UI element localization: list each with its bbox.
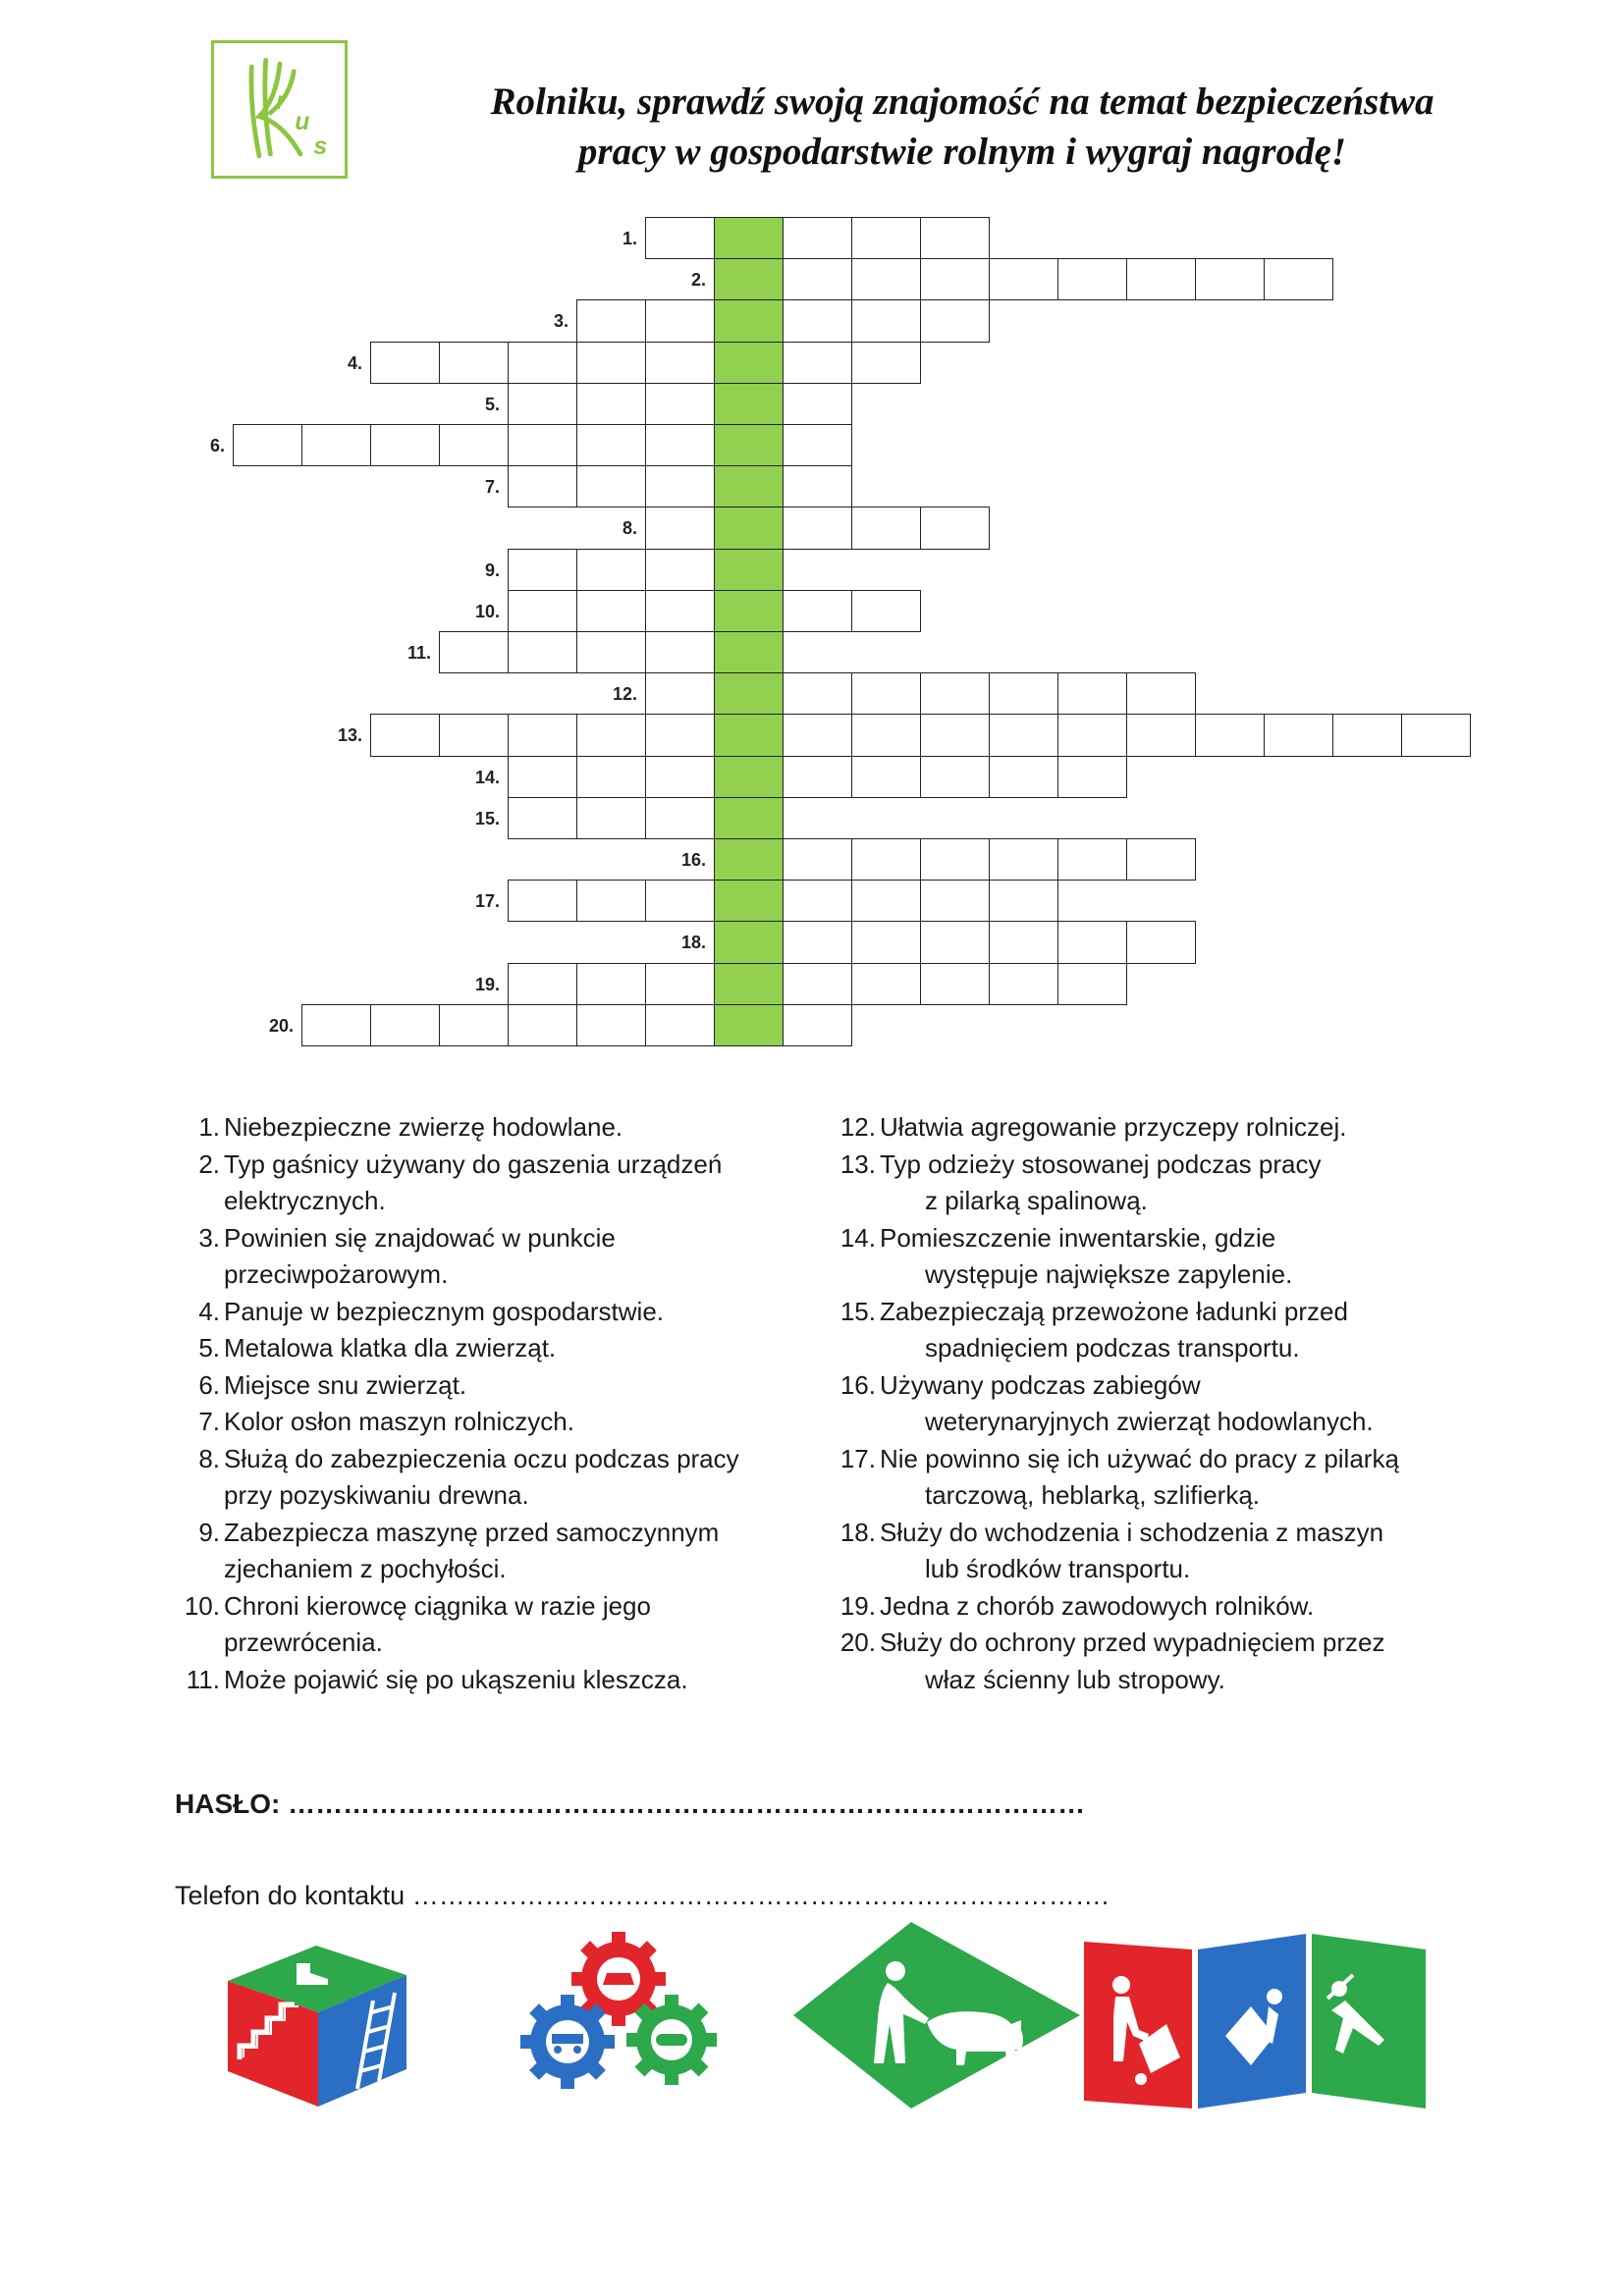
crossword-cell[interactable] — [645, 672, 715, 715]
phone-line — [175, 1881, 1109, 1911]
row-number: 9. — [484, 560, 500, 580]
clue-text: występuje największe zapylenie. — [925, 1259, 1293, 1289]
svg-text:r: r — [276, 87, 286, 116]
clue-text: Kolor osłon maszyn rolniczych. — [224, 1407, 574, 1436]
clue-item — [833, 1367, 1500, 1441]
crossword-cell[interactable] — [783, 880, 852, 922]
clue-number: 1. — [198, 1112, 220, 1142]
crossword-cell[interactable] — [508, 383, 577, 425]
row-number: 5. — [484, 394, 500, 414]
crossword-cell[interactable] — [576, 299, 646, 342]
clue-text: przy pozyskiwaniu drewna. — [224, 1480, 529, 1510]
clue-item — [833, 1294, 1500, 1367]
crossword-cell[interactable] — [645, 549, 715, 591]
clue-text: Zabezpieczają przewożone ładunki przed — [880, 1296, 1348, 1326]
crossword-cell[interactable] — [508, 714, 577, 756]
crossword-cell[interactable] — [576, 590, 646, 632]
crossword-cell[interactable] — [576, 631, 646, 673]
svg-text:u: u — [295, 108, 310, 136]
crossword-cell[interactable] — [508, 549, 577, 591]
crossword-cell[interactable] — [1126, 838, 1196, 881]
crossword-cell[interactable] — [1057, 258, 1127, 300]
clue-text: Używany podczas zabiegów — [880, 1369, 1201, 1400]
crossword-cell[interactable] — [989, 963, 1058, 1005]
clue-item — [833, 1220, 1500, 1294]
clue-text: elektrycznych. — [224, 1186, 386, 1215]
crossword-cell[interactable] — [989, 672, 1058, 715]
crossword-cell[interactable] — [576, 549, 646, 591]
crossword-cell[interactable] — [851, 258, 921, 300]
crossword-cell[interactable] — [645, 963, 715, 1005]
clue-text: Niebezpieczne zwierzę hodowlane. — [224, 1112, 623, 1142]
clue-text: Chroni kierowcę ciągnika w razie jego — [224, 1590, 651, 1621]
crossword-key-cell[interactable] — [714, 217, 784, 259]
phone-label: Telefon do kontaktu — [175, 1881, 406, 1910]
accident-types-icon — [1082, 1928, 1428, 2112]
clue-text: przewrócenia. — [224, 1628, 383, 1657]
password-line — [175, 1789, 1085, 1820]
crossword-key-cell[interactable] — [714, 590, 784, 632]
clue-text: właz ścienny lub stropowy. — [925, 1664, 1225, 1694]
row-number: 6. — [209, 436, 225, 455]
crossword-cell[interactable] — [1057, 921, 1127, 963]
row-number: 18. — [680, 933, 706, 953]
row-number: 15. — [474, 808, 500, 828]
crossword-cell[interactable] — [508, 797, 577, 839]
row-number: 12. — [612, 684, 637, 705]
crossword-cell[interactable] — [1401, 714, 1471, 756]
crossword-cell[interactable] — [645, 383, 715, 425]
clue-number: 8. — [198, 1443, 220, 1473]
crossword-key-cell[interactable] — [714, 921, 784, 963]
crossword-cell[interactable] — [576, 714, 646, 756]
clue-item — [833, 1588, 1500, 1626]
crossword-cell[interactable] — [989, 258, 1058, 300]
svg-text:s: s — [313, 132, 328, 160]
clue-item — [177, 1662, 805, 1699]
crossword-cell[interactable] — [576, 424, 646, 466]
row-number: 8. — [622, 518, 637, 539]
crossword-cell[interactable] — [645, 342, 715, 384]
row-number: 10. — [474, 601, 500, 621]
crossword-cell[interactable] — [1126, 672, 1196, 715]
row-number: 1. — [622, 229, 637, 248]
crossword-key-cell[interactable] — [714, 880, 784, 922]
row-number: 3. — [553, 311, 568, 332]
row-number: 4. — [347, 352, 362, 373]
crossword-cell[interactable] — [783, 921, 852, 963]
crossword-cell[interactable] — [783, 672, 852, 715]
crossword-cell[interactable] — [783, 258, 852, 300]
crossword-cell[interactable] — [1057, 714, 1127, 756]
clue-text: lub środków transportu. — [925, 1554, 1191, 1583]
crossword-cell[interactable] — [439, 1004, 509, 1046]
crossword-cell[interactable] — [851, 507, 921, 549]
crossword-cell[interactable] — [851, 880, 921, 922]
clue-item — [177, 1588, 805, 1662]
crossword-cell[interactable] — [370, 714, 440, 756]
crossword-cell[interactable] — [783, 299, 852, 342]
row-number: 17. — [474, 891, 500, 912]
password-label: HASŁO: — [175, 1789, 281, 1819]
crossword-cell[interactable] — [783, 714, 852, 756]
row-number: 19. — [474, 974, 500, 994]
clue-item — [833, 1109, 1500, 1147]
row-number: 20. — [268, 1015, 294, 1036]
crossword-cell[interactable] — [508, 1004, 577, 1046]
crossword-cell[interactable] — [1126, 258, 1196, 300]
clue-text: zjechaniem z pochyłości. — [224, 1554, 507, 1583]
crossword-cell[interactable] — [508, 424, 577, 466]
clue-number: 5. — [198, 1333, 220, 1362]
crossword-cell[interactable] — [645, 1004, 715, 1046]
crossword-cell[interactable] — [920, 258, 990, 300]
crossword-cell[interactable] — [783, 1004, 852, 1046]
clue-item — [833, 1515, 1500, 1588]
clue-number: 9. — [198, 1517, 220, 1547]
row-number: 13. — [337, 725, 362, 746]
clue-text: spadnięciem podczas transportu. — [925, 1333, 1300, 1362]
crossword-cell[interactable] — [508, 631, 577, 673]
crossword-cell[interactable] — [645, 465, 715, 507]
clue-item — [177, 1404, 805, 1441]
clue-number: 18. — [839, 1517, 876, 1547]
clue-text: Może pojawić się po ukąszeniu kleszcza. — [224, 1664, 688, 1694]
crossword-cell[interactable] — [851, 217, 921, 259]
clue-text: Typ odzieży stosowanej podczas pracy — [880, 1148, 1322, 1179]
crossword-cell[interactable] — [508, 342, 577, 384]
crossword-cell[interactable] — [851, 672, 921, 715]
clue-number: 10. — [184, 1590, 220, 1621]
crossword-cell[interactable] — [989, 714, 1058, 756]
row-number: 16. — [680, 850, 706, 870]
crossword-cell[interactable] — [370, 424, 440, 466]
clue-item — [833, 1147, 1500, 1220]
clue-item — [177, 1330, 805, 1367]
crossword-cell[interactable] — [783, 424, 852, 466]
crossword-cell[interactable] — [576, 383, 646, 425]
clue-text: Służy do wchodzenia i schodzenia z maszyn — [880, 1517, 1384, 1547]
clues-right-column — [833, 1109, 1500, 1698]
crossword-cell[interactable] — [1057, 963, 1127, 1005]
crossword-key-cell[interactable] — [714, 424, 784, 466]
crossword-cell[interactable] — [439, 424, 509, 466]
crossword-cell[interactable] — [1057, 672, 1127, 715]
row-number: 14. — [474, 767, 500, 787]
crossword-cell[interactable] — [576, 342, 646, 384]
crossword-key-cell[interactable] — [714, 383, 784, 425]
password-answer-field[interactable]: …………………………………………………………………………… — [288, 1789, 1086, 1819]
crossword-cell[interactable] — [576, 797, 646, 839]
clue-number: 7. — [198, 1407, 220, 1436]
clue-number: 11. — [186, 1664, 220, 1694]
clue-item — [177, 1147, 805, 1220]
clue-text: Panuje w bezpiecznym gospodarstwie. — [224, 1296, 665, 1326]
clue-number: 13. — [839, 1148, 876, 1179]
crossword-cell[interactable] — [783, 465, 852, 507]
crossword-cell[interactable] — [439, 631, 509, 673]
crossword-cell[interactable] — [1195, 258, 1265, 300]
crossword-cell[interactable] — [783, 507, 852, 549]
crossword-key-cell[interactable] — [714, 1004, 784, 1046]
crossword-cell[interactable] — [233, 424, 302, 466]
title-line-1: Rolniku, sprawdź swoją znajomość na temat bezpieczeństwa — [490, 80, 1435, 123]
clue-item — [833, 1625, 1500, 1698]
crossword-key-cell[interactable] — [714, 756, 784, 798]
clue-text: Służą do zabezpieczenia oczu podczas pracy — [224, 1443, 739, 1473]
crossword-grid — [0, 0, 1624, 1080]
crossword-key-cell[interactable] — [714, 672, 784, 715]
crossword-cell[interactable] — [851, 921, 921, 963]
crossword-cell[interactable] — [783, 756, 852, 798]
crossword-cell[interactable] — [508, 963, 577, 1005]
crossword-cell[interactable] — [989, 880, 1058, 922]
crossword-cell[interactable] — [783, 590, 852, 632]
clue-number: 14. — [839, 1222, 876, 1253]
clue-number: 15. — [839, 1296, 876, 1326]
crossword-cell[interactable] — [783, 342, 852, 384]
crossword-cell[interactable] — [645, 424, 715, 466]
row-number: 7. — [484, 477, 500, 498]
crossword-cell[interactable] — [851, 299, 921, 342]
clue-text: Miejsce snu zwierząt. — [224, 1369, 467, 1400]
clue-item — [177, 1220, 805, 1294]
crossword-cell[interactable] — [920, 838, 990, 881]
crossword-cell[interactable] — [920, 507, 990, 549]
clue-text: przeciwpożarowym. — [224, 1259, 449, 1289]
crossword-cell[interactable] — [576, 963, 646, 1005]
crossword-cell[interactable] — [920, 756, 990, 798]
clue-number: 19. — [839, 1590, 876, 1621]
crossword-cell[interactable] — [1264, 714, 1333, 756]
crossword-cell[interactable] — [645, 714, 715, 756]
crossword-cell[interactable] — [576, 1004, 646, 1046]
clue-text: Typ gaśnicy używany do gaszenia urządzeń — [224, 1148, 723, 1179]
crossword-cell[interactable] — [851, 590, 921, 632]
crossword-cell[interactable] — [508, 590, 577, 632]
crossword-cell[interactable] — [989, 838, 1058, 881]
clue-number: 3. — [198, 1222, 220, 1253]
crossword-cell[interactable] — [576, 880, 646, 922]
crossword-cell[interactable] — [645, 797, 715, 839]
crossword-cell[interactable] — [1264, 258, 1333, 300]
clue-text: Nie powinno się ich używać do pracy z pilarką — [880, 1443, 1399, 1473]
title-line-2: pracy w gospodarstwie rolnym i wygraj nagrodę! — [577, 131, 1347, 173]
crossword-cell[interactable] — [645, 507, 715, 549]
crossword-cell[interactable] — [508, 880, 577, 922]
clue-number: 17. — [839, 1443, 876, 1473]
crossword-key-cell[interactable] — [714, 549, 784, 591]
crossword-cell[interactable] — [851, 963, 921, 1005]
phone-answer-field[interactable]: ……………………………………………………………………. — [411, 1881, 1110, 1910]
crossword-cell[interactable] — [301, 424, 371, 466]
crossword-cell[interactable] — [851, 714, 921, 756]
crossword-cell[interactable] — [1057, 838, 1127, 881]
clue-text: Metalowa klatka dla zwierząt. — [224, 1333, 557, 1362]
crossword-cell[interactable] — [439, 342, 509, 384]
crossword-cell[interactable] — [370, 342, 440, 384]
crossword-cell[interactable] — [920, 921, 990, 963]
farmer-animal-icon — [793, 1920, 1080, 2110]
crossword-key-cell[interactable] — [714, 342, 784, 384]
crossword-key-cell[interactable] — [714, 631, 784, 673]
clue-item — [833, 1441, 1500, 1515]
clue-item — [177, 1294, 805, 1331]
clues-left-column — [177, 1109, 805, 1698]
crossword-cell[interactable] — [851, 838, 921, 881]
clue-text: Zabezpiecza maszynę przed samoczynnym — [224, 1517, 720, 1547]
crossword-key-cell[interactable] — [714, 797, 784, 839]
crossword-cell[interactable] — [1126, 714, 1196, 756]
cube-safety-icon — [220, 1942, 412, 2110]
crossword-key-cell[interactable] — [714, 838, 784, 881]
crossword-cell[interactable] — [1332, 714, 1402, 756]
gears-icon — [509, 1932, 727, 2091]
crossword-cell[interactable] — [920, 672, 990, 715]
crossword-key-cell[interactable] — [714, 299, 784, 342]
crossword-cell[interactable] — [851, 756, 921, 798]
crossword-cell[interactable] — [645, 756, 715, 798]
clue-number: 12. — [839, 1112, 876, 1142]
crossword-key-cell[interactable] — [714, 507, 784, 549]
crossword-cell[interactable] — [920, 880, 990, 922]
crossword-cell[interactable] — [989, 921, 1058, 963]
crossword-cell[interactable] — [645, 299, 715, 342]
crossword-cell[interactable] — [576, 465, 646, 507]
crossword-cell[interactable] — [439, 714, 509, 756]
crossword-cell[interactable] — [783, 217, 852, 259]
crossword-cell[interactable] — [920, 963, 990, 1005]
crossword-cell[interactable] — [1057, 756, 1127, 798]
clue-text: Ułatwia agregowanie przyczepy rolniczej. — [880, 1112, 1347, 1142]
crossword-cell[interactable] — [1126, 921, 1196, 963]
clue-item — [177, 1441, 805, 1515]
crossword-cell[interactable] — [645, 880, 715, 922]
crossword-cell[interactable] — [576, 756, 646, 798]
crossword-cell[interactable] — [645, 590, 715, 632]
crossword-cell[interactable] — [989, 756, 1058, 798]
clue-item — [177, 1109, 805, 1147]
crossword-cell[interactable] — [508, 465, 577, 507]
crossword-key-cell[interactable] — [714, 258, 784, 300]
clue-number: 6. — [198, 1369, 220, 1400]
crossword-cell[interactable] — [920, 217, 990, 259]
crossword-cell[interactable] — [851, 342, 921, 384]
clue-text: Powinien się znajdować w punkcie — [224, 1222, 616, 1253]
crossword-cell[interactable] — [645, 217, 715, 259]
crossword-cell[interactable] — [645, 631, 715, 673]
clue-item — [177, 1367, 805, 1405]
clue-item — [177, 1515, 805, 1588]
clue-text: Jedna z chorób zawodowych rolników. — [880, 1590, 1315, 1621]
row-number: 2. — [690, 270, 706, 291]
clue-number: 16. — [839, 1369, 876, 1400]
crossword-cell[interactable] — [783, 383, 852, 425]
row-number: 11. — [406, 643, 431, 663]
crossword-cell[interactable] — [920, 299, 990, 342]
crossword-cell[interactable] — [920, 714, 990, 756]
clue-number: 4. — [198, 1296, 220, 1326]
crossword-cell[interactable] — [783, 963, 852, 1005]
crossword-cell[interactable] — [783, 838, 852, 881]
clue-number: 20. — [839, 1628, 876, 1657]
crossword-cell[interactable] — [508, 756, 577, 798]
crossword-key-cell[interactable] — [714, 963, 784, 1005]
clue-text: weterynaryjnych zwierząt hodowlanych. — [925, 1407, 1374, 1436]
crossword-key-cell[interactable] — [714, 714, 784, 756]
clue-text: Służy do ochrony przed wypadnięciem przez — [880, 1628, 1385, 1657]
clue-text: tarczową, heblarką, szlifierką. — [925, 1480, 1261, 1510]
crossword-key-cell[interactable] — [714, 465, 784, 507]
clue-text: Pomieszczenie inwentarskie, gdzie — [880, 1222, 1276, 1253]
clue-text: z pilarką spalinową. — [925, 1186, 1148, 1215]
crossword-cell[interactable] — [370, 1004, 440, 1046]
crossword-cell[interactable] — [1195, 714, 1265, 756]
crossword-cell[interactable] — [301, 1004, 371, 1046]
clue-number: 2. — [198, 1148, 220, 1179]
